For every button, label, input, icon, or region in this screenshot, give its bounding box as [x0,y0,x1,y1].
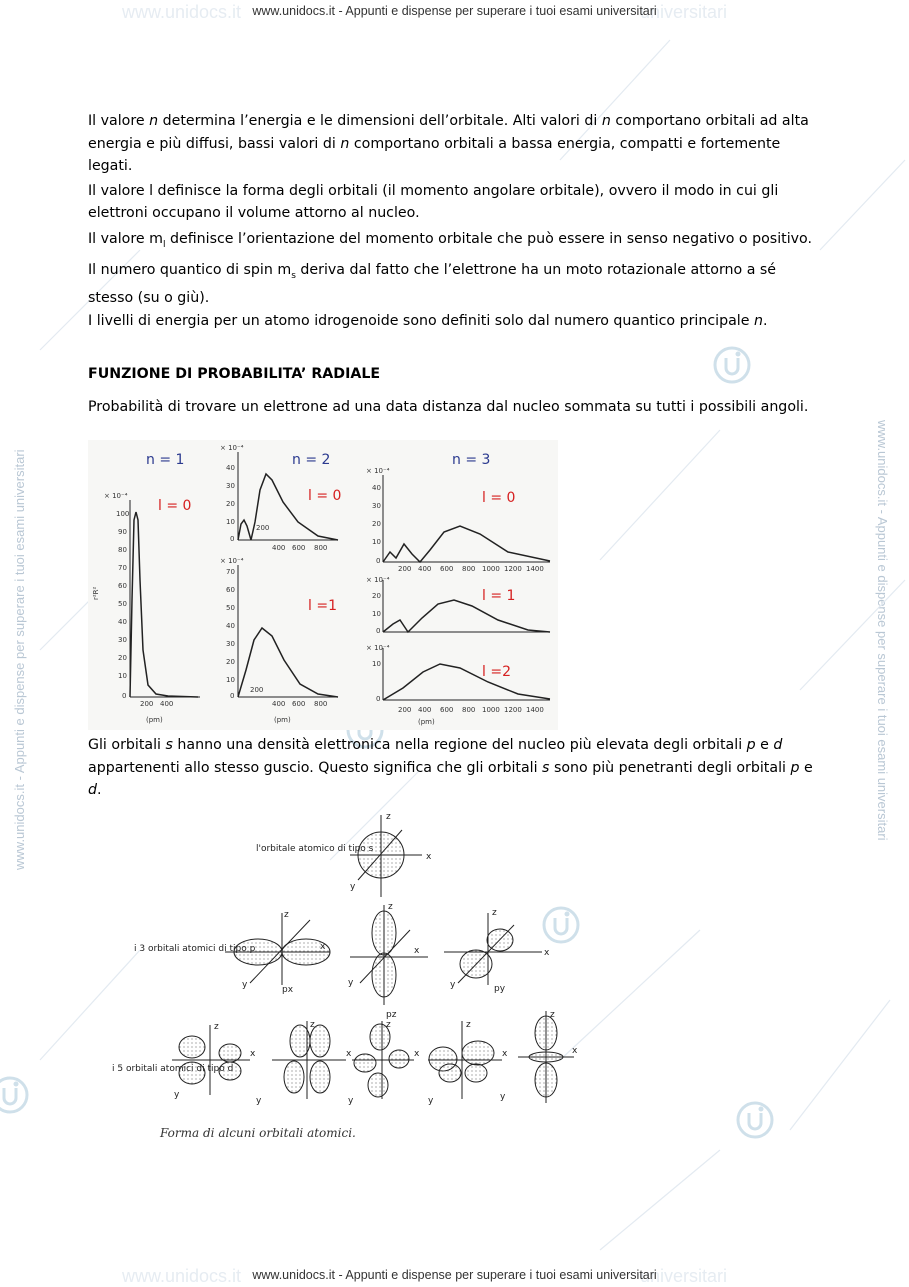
svg-text:× 10⁻⁴: × 10⁻⁴ [366,467,390,475]
label-p-orbitals: i 3 orbitali atomici di tipo p [134,944,256,954]
svg-text:py: py [494,984,506,994]
svg-text:x: x [426,852,432,862]
label-n2-l1: l =1 [308,598,337,614]
svg-text:z: z [466,1020,471,1030]
svg-text:0: 0 [230,535,235,543]
svg-text:y: y [242,980,248,990]
svg-text:400: 400 [272,700,286,708]
side-watermark-left: www.unidocs.it - Appunti e dispense per superare i tuoi esami universitari [12,449,27,870]
svg-text:z: z [310,1020,315,1030]
side-watermark-right: www.unidocs.it - Appunti e dispense per superare i tuoi esami universitari [875,420,890,841]
svg-text:800: 800 [314,544,328,552]
header-ghost-left: www.unidocs.it [122,2,242,22]
svg-text:70: 70 [118,564,127,572]
paragraph-ml: Il valore $m_l$ definisce l’orientazione del momento orbitale che può essere in senso negativo o positivo. [88,230,812,250]
footer-ghost-left: www.unidocs.it [122,1266,242,1286]
svg-text:400: 400 [272,544,286,552]
svg-text:1000: 1000 [482,565,500,573]
svg-text:z: z [388,902,393,912]
paragraph-levels: I livelli di energia per un atomo idrogenoide sono definiti solo dal numero quantico principale n. [88,312,768,329]
svg-text:30: 30 [118,636,127,644]
svg-text:x: x [544,948,550,958]
section-heading: FUNZIONE DI PROBABILITA’ RADIALE [88,366,381,382]
svg-text:z: z [492,908,497,918]
svg-text:1200: 1200 [504,565,522,573]
svg-text:x: x [414,1049,420,1059]
svg-text:z: z [284,910,289,920]
svg-text:px: px [282,985,294,995]
svg-text:100: 100 [116,510,130,518]
svg-text:40: 40 [372,484,381,492]
y-axis-label: r²R² [92,586,100,600]
label-s-orbital: l'orbitale atomico di tipo s [256,844,374,854]
svg-text:10: 10 [226,676,235,684]
svg-text:400: 400 [418,706,432,714]
svg-text:800: 800 [462,565,476,573]
svg-text:60: 60 [118,582,127,590]
svg-text:20: 20 [372,520,381,528]
radial-probability-figure [88,440,558,730]
footer-ghost-right: universitari [640,1266,728,1286]
svg-text:x: x [572,1046,578,1056]
watermark-logo-icon [712,345,752,385]
svg-text:30: 30 [226,640,235,648]
svg-text:x: x [414,946,420,956]
label-n3-l0: l = 0 [482,490,516,506]
svg-text:40: 40 [226,464,235,472]
svg-text:600: 600 [440,565,454,573]
paragraph-s-orbitals: Gli orbitali s hanno una densità elettronica nella regione del nucleo più elevata degli orbitali p e d appartenenti allo stesso guscio. Questo significa che gli orbitali s sono più penetranti degli orbitali p e d. [88,737,813,799]
svg-text:20: 20 [372,592,381,600]
svg-text:y: y [450,980,456,990]
label-n2-l0: l = 0 [308,488,342,504]
svg-text:800: 800 [462,706,476,714]
svg-text:z: z [386,812,391,822]
label-n1-l0: l = 0 [158,498,192,514]
intro-text-block [88,110,818,332]
svg-text:10: 10 [372,610,381,618]
svg-text:40: 40 [118,618,127,626]
paragraph-probability: Probabilità di trovare un elettrone ad una data distanza dal nucleo sommata su tutti i possibili angoli. [88,399,809,415]
paragraph-n: Il valore n determina l’energia e le dimensioni dell’orbitale. Alti valori di n comportano orbitali ad alta energia e più diffusi, bassi valori di n comportano orbitali a bassa energia, compatti e fortemente legati. [88,113,809,175]
svg-text:1400: 1400 [526,706,544,714]
svg-text:200: 200 [398,565,412,573]
label-n1: n = 1 [146,452,185,468]
svg-text:70: 70 [226,568,235,576]
paragraph-ms: Il numero quantico di spin $m_s$ deriva dal fatto che l’elettrone ha un moto rotazionale attorno a sé stesso (su o giù). [88,261,777,307]
label-n3-l2: l =2 [482,664,511,680]
svg-text:50: 50 [226,604,235,612]
svg-text:× 10⁻⁴: × 10⁻⁴ [220,557,244,565]
svg-text:y: y [350,882,356,892]
svg-text:0: 0 [376,557,381,565]
svg-text:(pm): (pm) [418,718,435,726]
svg-text:y: y [174,1090,180,1100]
svg-text:0: 0 [230,692,235,700]
svg-text:10: 10 [372,538,381,546]
orbital-shapes-figure [110,805,590,1150]
svg-text:40: 40 [226,622,235,630]
svg-text:1000: 1000 [482,706,500,714]
svg-text:80: 80 [118,546,127,554]
svg-text:60: 60 [226,586,235,594]
svg-text:200: 200 [256,524,270,532]
svg-text:0: 0 [376,627,381,635]
svg-text:x: x [502,1049,508,1059]
page-header[interactable]: www.unidocs.it - Appunti e dispense per superare i tuoi esami universitari [252,4,657,18]
svg-text:z: z [214,1022,219,1032]
svg-text:× 10⁻⁴: × 10⁻⁴ [220,444,244,452]
svg-text:20: 20 [118,654,127,662]
watermark-logo-icon [735,1100,775,1140]
svg-text:10: 10 [226,518,235,526]
scale-label: × 10⁻⁴ [104,492,128,500]
svg-text:600: 600 [440,706,454,714]
label-n3: n = 3 [452,452,491,468]
svg-text:z: z [550,1010,555,1020]
svg-text:600: 600 [292,544,306,552]
svg-text:200: 200 [398,706,412,714]
svg-text:200: 200 [140,700,154,708]
svg-text:0: 0 [122,692,127,700]
label-d-orbitals: i 5 orbitali atomici di tipo d [112,1064,234,1074]
paragraph-l: Il valore l definisce la forma degli orbitali (il momento angolare orbitale), ovvero il modo in cui gli elettroni occupano il volume attorno al nucleo. [88,182,779,222]
label-n2: n = 2 [292,452,331,468]
svg-text:y: y [348,978,354,988]
page-footer[interactable]: www.unidocs.it - Appunti e dispense per superare i tuoi esami universitari [252,1268,657,1282]
svg-text:1400: 1400 [526,565,544,573]
svg-text:y: y [500,1092,506,1102]
svg-text:90: 90 [118,528,127,536]
svg-text:y: y [348,1096,354,1106]
svg-text:200: 200 [250,686,264,694]
svg-text:pz: pz [386,1010,397,1020]
svg-text:y: y [428,1096,434,1106]
svg-text:x: x [250,1049,256,1059]
svg-text:1200: 1200 [504,706,522,714]
svg-text:800: 800 [314,700,328,708]
svg-text:10: 10 [372,660,381,668]
svg-text:400: 400 [160,700,174,708]
svg-text:x: x [320,942,326,952]
watermark-logo-icon [0,1075,30,1115]
svg-text:10: 10 [118,672,127,680]
svg-text:× 10⁻⁴: × 10⁻⁴ [366,644,390,652]
label-n3-l1: l = 1 [482,588,516,604]
header-ghost-right: universitari [640,2,728,22]
svg-text:20: 20 [226,500,235,508]
svg-text:(pm): (pm) [274,716,291,724]
svg-text:z: z [386,1020,391,1030]
svg-text:600: 600 [292,700,306,708]
svg-text:× 10⁻⁴: × 10⁻⁴ [366,576,390,584]
svg-text:(pm): (pm) [146,716,163,724]
svg-text:50: 50 [118,600,127,608]
svg-text:20: 20 [226,658,235,666]
svg-text:y: y [256,1096,262,1106]
svg-text:30: 30 [372,502,381,510]
svg-text:x: x [346,1049,352,1059]
svg-text:400: 400 [418,565,432,573]
svg-text:0: 0 [376,695,381,703]
svg-text:30: 30 [226,482,235,490]
figure-caption: Forma di alcuni orbitali atomici. [160,1126,356,1140]
